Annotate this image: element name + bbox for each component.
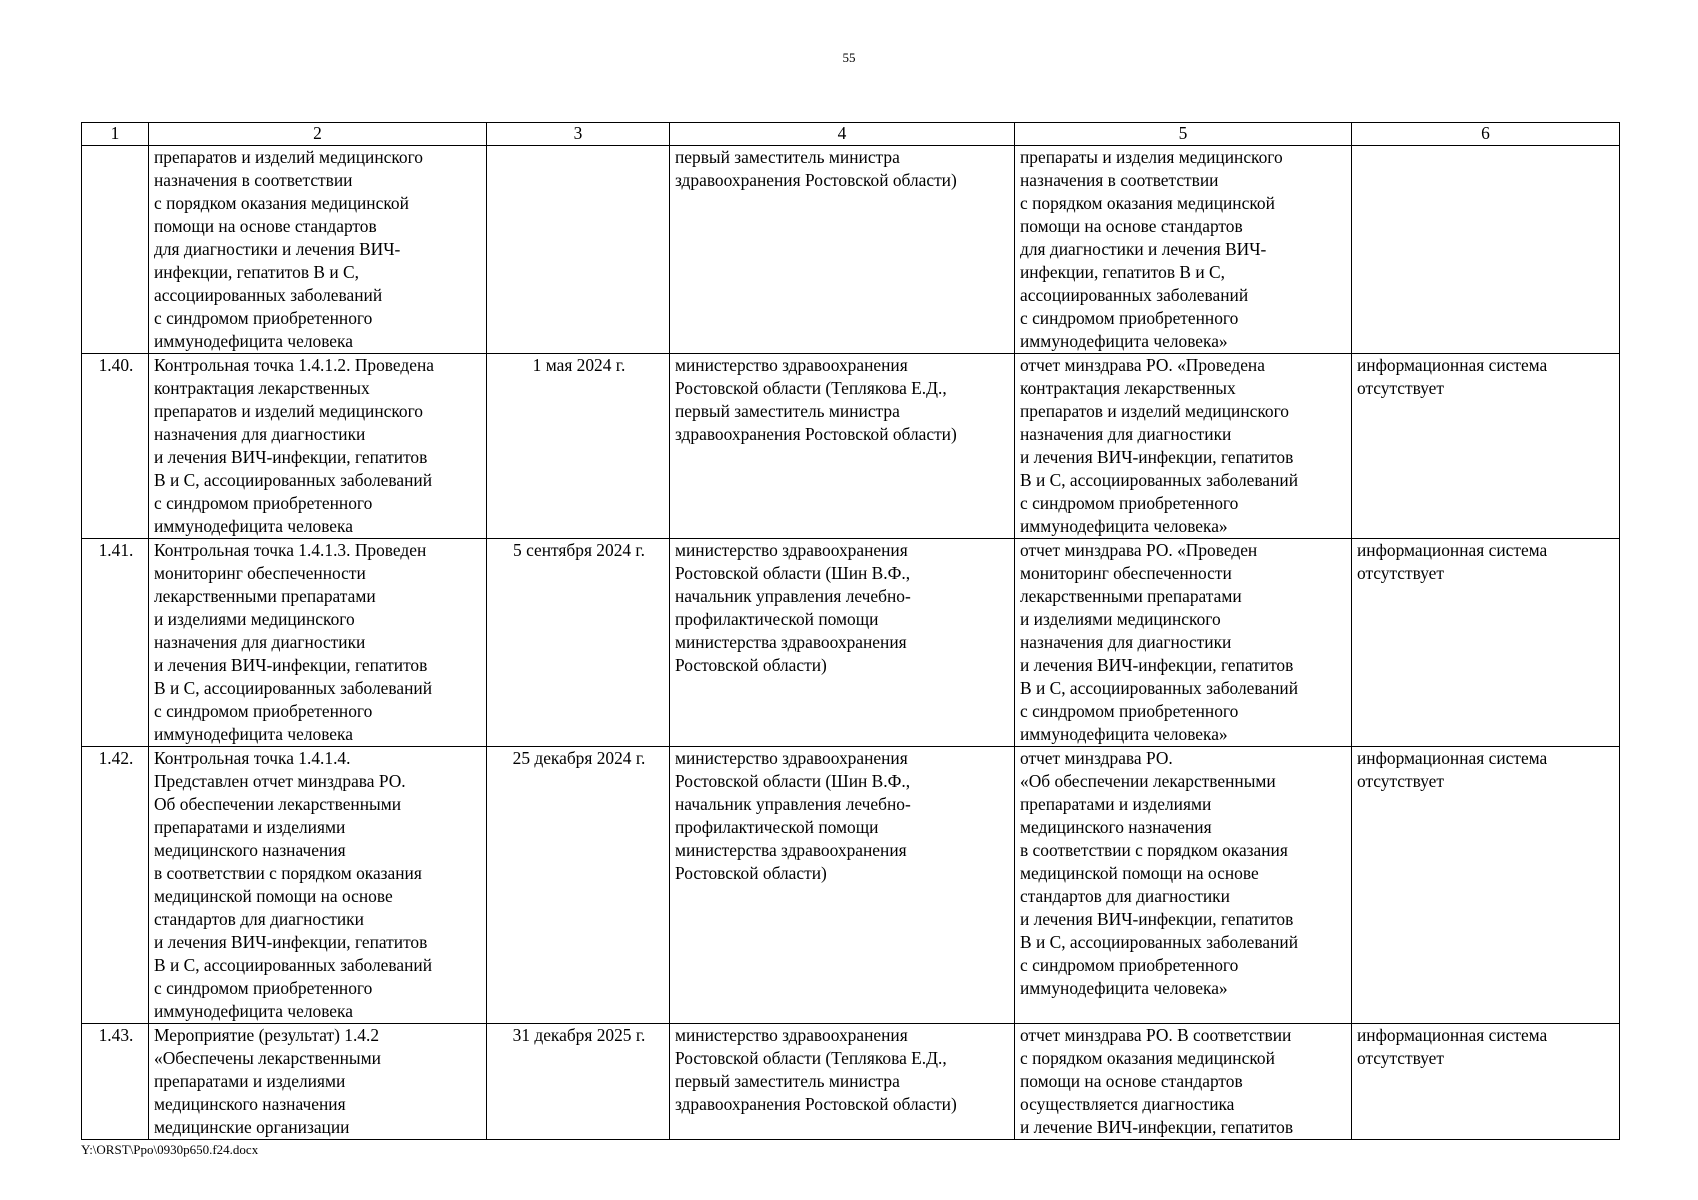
cell-text-line: с синдромом приобретенного [1020, 955, 1239, 975]
deadline-cell: 5 сентября 2024 г. [487, 539, 670, 747]
cell-text-line: стандартов для диагностики [1020, 886, 1230, 906]
cell-text-line: отсутствует [1357, 1048, 1444, 1068]
information-system-cell [1352, 354, 1620, 539]
information-system-cell [1352, 539, 1620, 747]
cell-text-line: назначения для диагностики [154, 424, 366, 444]
cell-text-line: здравоохранения Ростовской области) [675, 1094, 957, 1114]
cell-text-line: с синдромом приобретенного [1020, 701, 1239, 721]
information-system-cell [1352, 1024, 1620, 1140]
responsible-cell [670, 747, 1015, 1024]
cell-text-line: осуществляется диагностика [1020, 1094, 1235, 1114]
cell-text-line: и лечения ВИЧ-инфекции, гепатитов [154, 447, 428, 467]
responsible-cell [670, 146, 1015, 354]
cell-text-line: с синдромом приобретенного [1020, 308, 1239, 328]
cell-text-line: иммунодефицита человека [154, 516, 353, 536]
cell-text-line: и лечения ВИЧ-инфекции, гепатитов [1020, 447, 1294, 467]
cell-text-line: министерство здравоохранения [675, 748, 908, 768]
cell-text-line: «Об обеспечении лекарственными [1020, 771, 1276, 791]
activity-description-cell [149, 1024, 487, 1140]
table-row [82, 747, 1620, 1024]
result-document-cell [1015, 146, 1352, 354]
activity-description-cell [149, 539, 487, 747]
cell-text-line: и лечение ВИЧ-инфекции, гепатитов [1020, 1117, 1294, 1137]
cell-text-line: В и С, ассоциированных заболеваний [1020, 932, 1299, 952]
cell-text-line: Ростовской области) [675, 655, 827, 675]
cell-text-line: иммунодефицита человека [154, 724, 353, 744]
cell-text-line: для диагностики и лечения ВИЧ- [154, 239, 401, 259]
information-system-cell [1352, 747, 1620, 1024]
responsible-cell [670, 539, 1015, 747]
cell-text-line: лекарственными препаратами [154, 586, 376, 606]
cell-text-line: с синдромом приобретенного [154, 701, 373, 721]
row-number-cell: 1.41. [82, 539, 149, 747]
cell-text-line: с синдромом приобретенного [154, 978, 373, 998]
cell-text-line: информационная система [1357, 748, 1548, 768]
result-document-cell [1015, 354, 1352, 539]
cell-text-line: препараты и изделия медицинского [1020, 147, 1283, 167]
activity-description-cell [149, 146, 487, 354]
cell-text-line: отчет минздрава РО. «Проведена [1020, 355, 1265, 375]
cell-text-line: с синдромом приобретенного [154, 308, 373, 328]
table-row [82, 1024, 1620, 1140]
cell-text-line: и лечения ВИЧ-инфекции, гепатитов [154, 655, 428, 675]
cell-text-line: медицинские организации [154, 1117, 350, 1137]
cell-text-line: профилактической помощи [675, 817, 879, 837]
activity-description-cell [149, 354, 487, 539]
cell-text-line: первый заместитель министра [675, 401, 900, 421]
cell-text-line: Ростовской области (Шин В.Ф., [675, 771, 911, 791]
cell-text-line: назначения для диагностики [154, 632, 366, 652]
cell-text-line: назначения в соответствии [1020, 170, 1219, 190]
document-table [81, 122, 1620, 1140]
cell-text-line: «Обеспечены лекарственными [154, 1048, 381, 1068]
row-number-cell: 1.40. [82, 354, 149, 539]
cell-text-line: начальник управления лечебно- [675, 586, 911, 606]
cell-text-line: лекарственными препаратами [1020, 586, 1242, 606]
result-document-cell [1015, 539, 1352, 747]
header-col-3: 3 [487, 123, 670, 146]
cell-text-line: здравоохранения Ростовской области) [675, 170, 957, 190]
cell-text-line: препаратами и изделиями [1020, 794, 1212, 814]
cell-text-line: и лечения ВИЧ-инфекции, гепатитов [1020, 655, 1294, 675]
header-col-1: 1 [82, 123, 149, 146]
cell-text-line: Ростовской области (Теплякова Е.Д., [675, 378, 947, 398]
deadline-cell: 25 декабря 2024 г. [487, 747, 670, 1024]
cell-text-line: и лечения ВИЧ-инфекции, гепатитов [1020, 909, 1294, 929]
cell-text-line: информационная система [1357, 355, 1548, 375]
cell-text-line: инфекции, гепатитов В и С, [154, 262, 359, 282]
cell-text-line: министерство здравоохранения [675, 355, 908, 375]
cell-text-line: медицинского назначения [154, 840, 346, 860]
deadline-cell: 31 декабря 2025 г. [487, 1024, 670, 1140]
result-document-cell [1015, 747, 1352, 1024]
cell-text-line: ассоциированных заболеваний [154, 285, 383, 305]
cell-text-line: с порядком оказания медицинской [1020, 193, 1275, 213]
cell-text-line: Контрольная точка 1.4.1.4. [154, 748, 351, 768]
table-header-row [82, 123, 1620, 146]
cell-text-line: медицинского назначения [154, 1094, 346, 1114]
cell-text-line: министерства здравоохранения [675, 632, 907, 652]
cell-text-line: В и С, ассоциированных заболеваний [154, 955, 433, 975]
cell-text-line: в соответствии с порядком оказания [1020, 840, 1288, 860]
deadline-cell: 1 мая 2024 г. [487, 354, 670, 539]
cell-text-line: отчет минздрава РО. [1020, 748, 1173, 768]
cell-text-line: министерство здравоохранения [675, 1025, 908, 1045]
table-row [82, 146, 1620, 354]
cell-text-line: помощи на основе стандартов [1020, 1071, 1243, 1091]
table-row [82, 354, 1620, 539]
header-col-6: 6 [1352, 123, 1620, 146]
cell-text-line: препаратов и изделий медицинского [154, 147, 424, 167]
cell-text-line: В и С, ассоциированных заболеваний [154, 678, 433, 698]
cell-text-line: препаратами и изделиями [154, 1071, 346, 1091]
cell-text-line: Об обеспечении лекарственными [154, 794, 402, 814]
header-col-5: 5 [1015, 123, 1352, 146]
cell-text-line: отсутствует [1357, 771, 1444, 791]
cell-text-line: министерство здравоохранения [675, 540, 908, 560]
cell-text-line: Ростовской области (Шин В.Ф., [675, 563, 911, 583]
cell-text-line: отчет минздрава РО. «Проведен [1020, 540, 1258, 560]
cell-text-line: Контрольная точка 1.4.1.2. Проведена [154, 355, 434, 375]
cell-text-line: информационная система [1357, 1025, 1548, 1045]
header-col-4: 4 [670, 123, 1015, 146]
row-number-cell: 1.42. [82, 747, 149, 1024]
cell-text-line: ассоциированных заболеваний [1020, 285, 1249, 305]
row-number-cell: 1.43. [82, 1024, 149, 1140]
table-row [82, 539, 1620, 747]
cell-text-line: Ростовской области (Теплякова Е.Д., [675, 1048, 947, 1068]
cell-text-line: мониторинг обеспеченности [1020, 563, 1232, 583]
cell-text-line: отсутствует [1357, 378, 1444, 398]
header-col-2: 2 [149, 123, 487, 146]
cell-text-line: отсутствует [1357, 563, 1444, 583]
cell-text-line: министерства здравоохранения [675, 840, 907, 860]
cell-text-line: с порядком оказания медицинской [1020, 1048, 1275, 1068]
cell-text-line: В и С, ассоциированных заболеваний [1020, 470, 1299, 490]
cell-text-line: для диагностики и лечения ВИЧ- [1020, 239, 1267, 259]
cell-text-line: иммунодефицита человека» [1020, 978, 1228, 998]
cell-text-line: информационная система [1357, 540, 1548, 560]
activity-description-cell [149, 747, 487, 1024]
cell-text-line: иммунодефицита человека» [1020, 516, 1228, 536]
cell-text-line: и изделиями медицинского [154, 609, 355, 629]
cell-text-line: помощи на основе стандартов [1020, 216, 1243, 236]
cell-text-line: препаратов и изделий медицинского [1020, 401, 1290, 421]
row-number-cell [82, 146, 149, 354]
cell-text-line: В и С, ассоциированных заболеваний [1020, 678, 1299, 698]
responsible-cell [670, 354, 1015, 539]
page-number: 55 [842, 50, 856, 65]
cell-text-line: контрактация лекарственных [154, 378, 370, 398]
cell-text-line: и изделиями медицинского [1020, 609, 1221, 629]
cell-text-line: иммунодефицита человека» [1020, 724, 1228, 744]
cell-text-line: иммунодефицита человека [154, 1001, 353, 1021]
cell-text-line: Контрольная точка 1.4.1.3. Проведен [154, 540, 427, 560]
cell-text-line: с синдромом приобретенного [1020, 493, 1239, 513]
information-system-cell [1352, 146, 1620, 354]
cell-text-line: отчет минздрава РО. В соответствии [1020, 1025, 1292, 1045]
cell-text-line: мониторинг обеспеченности [154, 563, 366, 583]
cell-text-line: медицинской помощи на основе [154, 886, 393, 906]
cell-text-line: препаратами и изделиями [154, 817, 346, 837]
cell-text-line: с порядком оказания медицинской [154, 193, 409, 213]
cell-text-line: назначения для диагностики [1020, 632, 1232, 652]
deadline-cell [487, 146, 670, 354]
cell-text-line: контрактация лекарственных [1020, 378, 1236, 398]
cell-text-line: Мероприятие (результат) 1.4.2 [154, 1025, 380, 1045]
cell-text-line: Ростовской области) [675, 863, 827, 883]
cell-text-line: медицинского назначения [1020, 817, 1212, 837]
cell-text-line: В и С, ассоциированных заболеваний [154, 470, 433, 490]
cell-text-line: медицинской помощи на основе [1020, 863, 1259, 883]
cell-text-line: и лечения ВИЧ-инфекции, гепатитов [154, 932, 428, 952]
cell-text-line: помощи на основе стандартов [154, 216, 377, 236]
cell-text-line: препаратов и изделий медицинского [154, 401, 424, 421]
footer-file-path: Y:\ORST\Ppo\0930p650.f24.docx [81, 1142, 259, 1157]
result-document-cell [1015, 1024, 1352, 1140]
cell-text-line: начальник управления лечебно- [675, 794, 911, 814]
cell-text-line: иммунодефицита человека» [1020, 331, 1228, 351]
table-body [82, 146, 1620, 1140]
cell-text-line: иммунодефицита человека [154, 331, 353, 351]
cell-text-line: инфекции, гепатитов В и С, [1020, 262, 1225, 282]
cell-text-line: с синдромом приобретенного [154, 493, 373, 513]
cell-text-line: Представлен отчет минздрава РО. [154, 771, 406, 791]
cell-text-line: назначения в соответствии [154, 170, 353, 190]
cell-text-line: здравоохранения Ростовской области) [675, 424, 957, 444]
cell-text-line: в соответствии с порядком оказания [154, 863, 422, 883]
cell-text-line: первый заместитель министра [675, 1071, 900, 1091]
cell-text-line: первый заместитель министра [675, 147, 900, 167]
cell-text-line: стандартов для диагностики [154, 909, 364, 929]
cell-text-line: назначения для диагностики [1020, 424, 1232, 444]
responsible-cell [670, 1024, 1015, 1140]
cell-text-line: профилактической помощи [675, 609, 879, 629]
